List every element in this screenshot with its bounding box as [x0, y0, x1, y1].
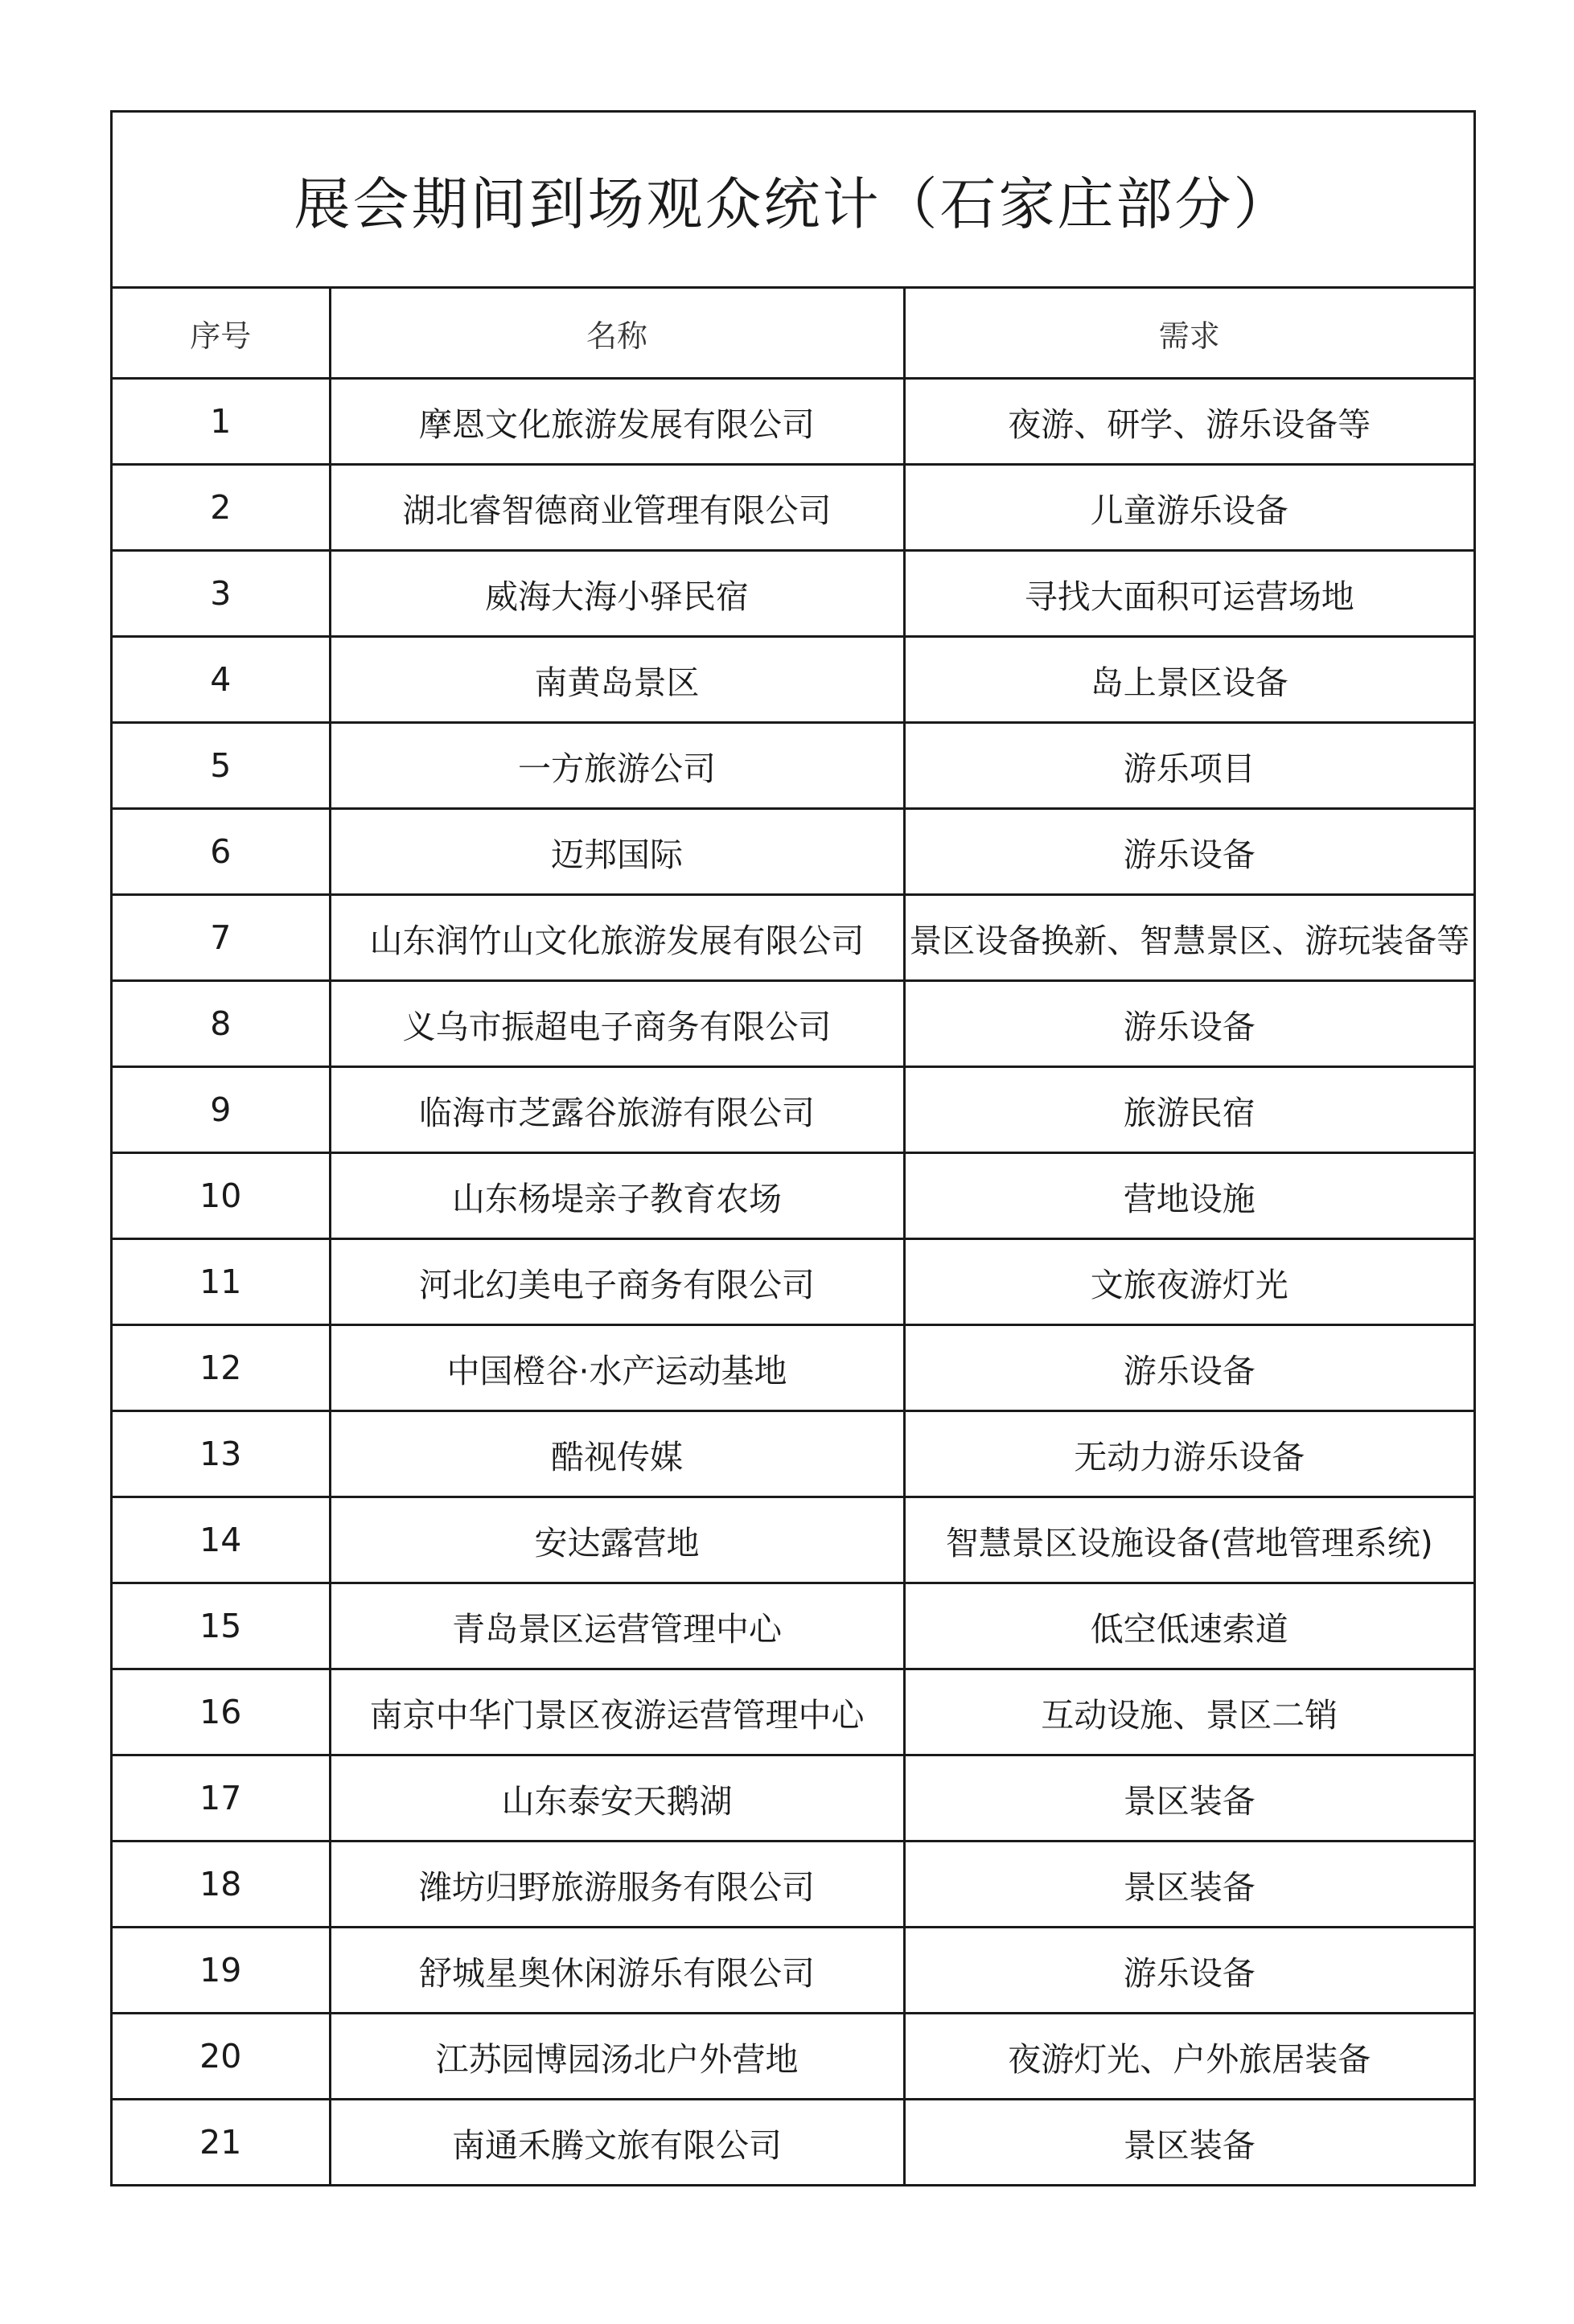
- page-title: 展会期间到场观众统计（石家庄部分）: [113, 113, 1473, 289]
- row-need: 儿童游乐设备: [904, 465, 1473, 551]
- table-row: [113, 1153, 1473, 1239]
- row-need: 景区装备: [904, 1842, 1473, 1928]
- row-name: 酷视传媒: [330, 1411, 904, 1497]
- row-number: 14: [113, 1497, 330, 1583]
- row-number: 5: [113, 723, 330, 809]
- table-row: [113, 1928, 1473, 2014]
- row-number: 17: [113, 1755, 330, 1842]
- row-need: 寻找大面积可运营场地: [904, 551, 1473, 637]
- visitor-table: [113, 289, 1473, 2184]
- row-name: 摩恩文化旅游发展有限公司: [330, 379, 904, 465]
- row-name: 一方旅游公司: [330, 723, 904, 809]
- row-need: 景区装备: [904, 2100, 1473, 2185]
- row-number: 15: [113, 1583, 330, 1669]
- row-need: 夜游灯光、户外旅居装备: [904, 2014, 1473, 2100]
- row-need: 游乐设备: [904, 981, 1473, 1067]
- row-number: 3: [113, 551, 330, 637]
- row-need: 互动设施、景区二销: [904, 1669, 1473, 1755]
- row-number: 19: [113, 1928, 330, 2014]
- row-name: 舒城星奥休闲游乐有限公司: [330, 1928, 904, 2014]
- table-row: [113, 1239, 1473, 1325]
- row-number: 2: [113, 465, 330, 551]
- row-need: 无动力游乐设备: [904, 1411, 1473, 1497]
- row-name: 河北幻美电子商务有限公司: [330, 1239, 904, 1325]
- row-number: 18: [113, 1842, 330, 1928]
- table-row: [113, 637, 1473, 723]
- table-row: [113, 723, 1473, 809]
- column-header-number: 序号: [113, 289, 330, 379]
- row-name: 江苏园博园汤北户外营地: [330, 2014, 904, 2100]
- row-name: 安达露营地: [330, 1497, 904, 1583]
- row-name: 南通禾腾文旅有限公司: [330, 2100, 904, 2185]
- row-name: 迈邦国际: [330, 809, 904, 895]
- table-row: [113, 1669, 1473, 1755]
- row-name: 山东泰安天鹅湖: [330, 1755, 904, 1842]
- table-row: [113, 895, 1473, 981]
- row-name: 潍坊归野旅游服务有限公司: [330, 1842, 904, 1928]
- row-need: 游乐设备: [904, 809, 1473, 895]
- table-row: [113, 551, 1473, 637]
- column-header-name: 名称: [330, 289, 904, 379]
- row-name: 威海大海小驿民宿: [330, 551, 904, 637]
- row-name: 湖北睿智德商业管理有限公司: [330, 465, 904, 551]
- table-row: [113, 1755, 1473, 1842]
- table-row: [113, 379, 1473, 465]
- table-header-row: [113, 289, 1473, 379]
- row-number: 7: [113, 895, 330, 981]
- table-body: [113, 379, 1473, 2185]
- table-row: [113, 1067, 1473, 1153]
- row-need: 景区设备换新、智慧景区、游玩装备等: [904, 895, 1473, 981]
- row-number: 6: [113, 809, 330, 895]
- row-need: 游乐项目: [904, 723, 1473, 809]
- row-name: 中国橙谷·水产运动基地: [330, 1325, 904, 1411]
- row-need: 夜游、研学、游乐设备等: [904, 379, 1473, 465]
- row-need: 游乐设备: [904, 1928, 1473, 2014]
- table-row: [113, 1325, 1473, 1411]
- table-row: [113, 1842, 1473, 1928]
- table-row: [113, 809, 1473, 895]
- table-row: [113, 2100, 1473, 2185]
- row-number: 21: [113, 2100, 330, 2185]
- table-row: [113, 2014, 1473, 2100]
- row-need: 智慧景区设施设备(营地管理系统): [904, 1497, 1473, 1583]
- row-name: 南黄岛景区: [330, 637, 904, 723]
- row-number: 1: [113, 379, 330, 465]
- row-number: 20: [113, 2014, 330, 2100]
- row-number: 8: [113, 981, 330, 1067]
- row-name: 义乌市振超电子商务有限公司: [330, 981, 904, 1067]
- row-name: 青岛景区运营管理中心: [330, 1583, 904, 1669]
- row-number: 10: [113, 1153, 330, 1239]
- row-number: 13: [113, 1411, 330, 1497]
- row-need: 低空低速索道: [904, 1583, 1473, 1669]
- table-row: [113, 1411, 1473, 1497]
- row-number: 12: [113, 1325, 330, 1411]
- table-row: [113, 1583, 1473, 1669]
- row-number: 11: [113, 1239, 330, 1325]
- statistics-sheet: [110, 110, 1476, 2186]
- table-row: [113, 465, 1473, 551]
- row-need: 文旅夜游灯光: [904, 1239, 1473, 1325]
- row-number: 9: [113, 1067, 330, 1153]
- table-row: [113, 1497, 1473, 1583]
- row-need: 营地设施: [904, 1153, 1473, 1239]
- row-number: 4: [113, 637, 330, 723]
- row-name: 山东杨堤亲子教育农场: [330, 1153, 904, 1239]
- row-name: 临海市芝露谷旅游有限公司: [330, 1067, 904, 1153]
- table-row: [113, 981, 1473, 1067]
- row-need: 游乐设备: [904, 1325, 1473, 1411]
- row-need: 旅游民宿: [904, 1067, 1473, 1153]
- row-need: 岛上景区设备: [904, 637, 1473, 723]
- row-name: 山东润竹山文化旅游发展有限公司: [330, 895, 904, 981]
- row-name: 南京中华门景区夜游运营管理中心: [330, 1669, 904, 1755]
- row-number: 16: [113, 1669, 330, 1755]
- row-need: 景区装备: [904, 1755, 1473, 1842]
- column-header-need: 需求: [904, 289, 1473, 379]
